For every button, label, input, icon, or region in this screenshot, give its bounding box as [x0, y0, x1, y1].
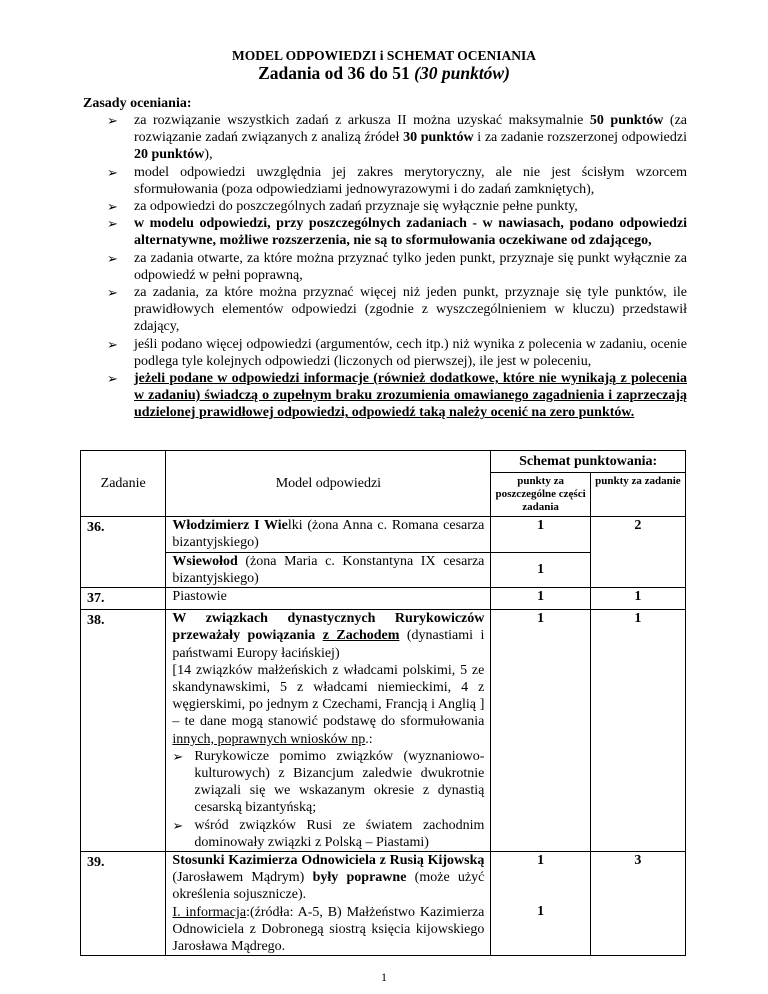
rules-heading: Zasady oceniania:: [83, 96, 192, 111]
arrow-bullet-icon: ➢: [107, 285, 118, 301]
answer-cell: Stosunki Kazimierza Odnowiciela z Rusią Kijowską (Jarosławem Mądrym) były poprawne (może użyć określenia sojusznicze). I. informacja:(źródła: A-5, B) Małżeństwo Kazimierza Odnowiciela z Dobronegą siostrą księcia kijowskiego Jarosława Mądrego.: [166, 852, 491, 956]
arrow-bullet-icon: ➢: [172, 817, 184, 833]
answer-cell: Włodzimierz I Wielki (żona Anna c. Romana cesarza bizantyjskiego): [166, 517, 491, 552]
rule-item: ➢ za rozwiązanie wszystkich zadań z arkusza II można uzyskać maksymalnie 50 punktów (za rozwiązanie zadań związanych z analizą źródeł 30 punktów i za zadanie rozszerzonej odpowiedzi 20 punktów),: [107, 113, 688, 163]
document-title: MODEL ODPOWIEDZI i SCHEMAT OCENIANIA: [231, 48, 537, 63]
points-part: 1: [491, 517, 590, 552]
answer-cell: Wsiewołod (żona Maria c. Konstantyna IX cesarza bizantyjskiego): [166, 552, 491, 587]
rules-list: [107, 112, 687, 422]
table-row: [81, 517, 686, 552]
rule-item: ➢ jeśli podano więcej odpowiedzi (argumentów, cech itp.) niż wynika z polecenia w zadaniu, ocenie podlega tyle kolejnych odpowiedzi (liczonych od pierwszej), ile jest w poleceniu,: [107, 336, 687, 369]
arrow-bullet-icon: ➢: [107, 250, 118, 266]
answer-cell: Piastowie: [166, 588, 491, 610]
subtitle-main: Zadania od 36 do 51: [258, 63, 415, 83]
task-number: 37.: [81, 588, 166, 610]
task-number: 36.: [81, 517, 166, 588]
header-model: Model odpowiedzi: [166, 451, 491, 517]
page-number: 1: [381, 970, 387, 984]
arrow-bullet-icon: ➢: [107, 164, 118, 180]
rule-item: ➢ model odpowiedzi uwzględnia jej zakres merytoryczny, ale nie jest ścisłym wzorcem sformułowania (poza odpowiedziami jednowyrazowymi i do zadań zamkniętych),: [107, 164, 687, 197]
table-row: [81, 852, 686, 956]
points-total: 3: [590, 852, 685, 956]
subtitle-points: (30 punktów): [414, 63, 510, 83]
rule-item: ➢ jeżeli podane w odpowiedzi informacje (również dodatkowe, które nie wynikają z polecenia w zadaniu) świadczą o zupełnym braku zrozumienia omawianego zagadnienia i zaprzeczają udzielonej prawidłowej odpowiedzi, odpowiedź taką należy ocenić na zero punktów.: [107, 371, 687, 421]
arrow-bullet-icon: ➢: [107, 371, 118, 387]
rule-item: ➢ za odpowiedzi do poszczególnych zadań przyznaje się wyłącznie pełne punkty,: [107, 199, 578, 215]
points-total: 2: [590, 517, 685, 588]
header-points-parts: punkty za poszczególne części zadania: [491, 473, 590, 517]
task-number: 38.: [81, 610, 166, 852]
points-part: 1: [491, 588, 590, 610]
points-total: 1: [590, 610, 685, 852]
answer-cell: W związkach dynastycznych Rurykowiczów przeważały powiązania z Zachodem (dynastiami i państwami Europy łacińskiej) [14 związków małżeńskich z władcami polskimi, 5 ze skandynawskimi, 5 z władcami niemieckimi, 4 z węgierskimi, po jednym z Czechami, Francją i Anglią ] – te dane mogą stanowić podstawę do sformułowania innych, poprawnych wniosków np.: ➢ Rurykowicze pomimo związków (wyznaniowo-kulturowych) z Bizancjum zaledwie dwukrotnie związali się we wskazanym okresie z dynastią cesarską bizantyńską; ➢ wśród związków Rusi ze światem zachodnim dominowały związki z Polską – Piastami): [166, 610, 491, 852]
points-part: 1: [491, 610, 590, 852]
header-zadanie: Zadanie: [81, 451, 166, 517]
sub-item: ➢ Rurykowicze pomimo związków (wyznaniowo-kulturowych) z Bizancjum zaledwie dwukrotnie związali się we wskazanym okresie z dynastią cesarską bizantyńską;: [172, 748, 485, 816]
arrow-bullet-icon: ➢: [107, 113, 118, 128]
table-row: [81, 610, 686, 852]
arrow-bullet-icon: ➢: [107, 216, 118, 232]
scoring-table: [80, 450, 686, 956]
rule-item: ➢ za zadania, za które można przyznać więcej niż jeden punkt, przyznaje się tyle punktów, ile prawidłowych elementów odpowiedzi (zgodnie z wyszczególnieniem w kluczu) przedstawił zdający,: [107, 285, 687, 335]
points-total: 1: [590, 588, 685, 610]
arrow-bullet-icon: ➢: [107, 336, 118, 352]
header-points-task: punkty za zadanie: [590, 473, 685, 517]
rule-item: ➢ za zadania otwarte, za które można przyznać tylko jeden punkt, przyznaje się punkt wyłącznie za odpowiedź w pełni poprawną,: [107, 250, 687, 283]
rule-item: ➢ w modelu odpowiedzi, przy poszczególnych zadaniach - w nawiasach, podano odpowiedzi alternatywne, możliwe rozszerzenia, nie są to sformułowania oczekiwane od zdającego,: [107, 216, 687, 249]
points-part: 1: [491, 552, 590, 587]
table-header-row: [81, 451, 686, 473]
sub-item: ➢ wśród związków Rusi ze światem zachodnim dominowały związki z Polską – Piastami): [172, 817, 485, 850]
points-part: 1 1: [491, 852, 590, 956]
document-subtitle: [0, 63, 768, 84]
header-schemat: Schemat punktowania:: [491, 451, 686, 473]
table-row: [81, 588, 686, 610]
arrow-bullet-icon: ➢: [107, 199, 118, 215]
arrow-bullet-icon: ➢: [172, 748, 184, 764]
task-number: 39.: [81, 852, 166, 956]
